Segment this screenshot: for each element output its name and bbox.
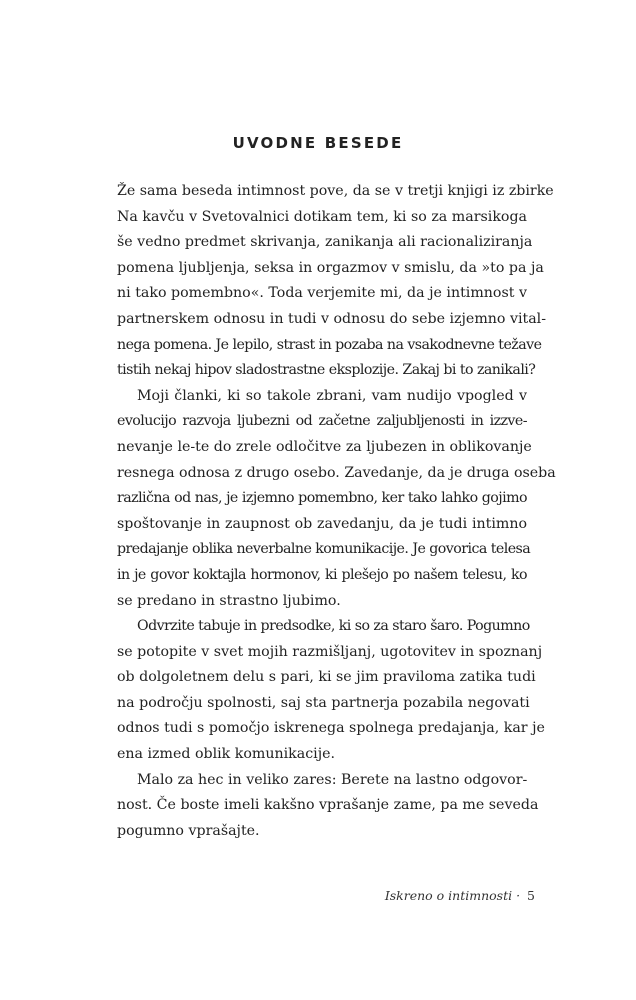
page-footer [385,888,535,903]
page-number: 5 [527,888,535,903]
text-line: še vedno predmet skrivanja, zanikanja ali racionaliziranja [117,234,533,251]
text-line: ob dolgoletnem delu s pari, ki se jim praviloma zatika tudi [117,669,536,686]
paragraph-1 [117,179,554,384]
text-line: Malo za hec in veliko zares: Berete na lastno odgovor- [137,771,528,788]
text-line: ni tako pomembno«. Toda verjemite mi, da je intimnost v [117,285,527,302]
text-line: nega pomena. Je lepilo, strast in pozaba na vsakodnevne težave [117,336,542,353]
text-line: nevanje le-te do zrele odločitve za ljubezen in oblikovanje [117,438,532,455]
text-line: pomena ljubljenja, seksa in orgazmov v smislu, da »to pa ja [117,259,544,276]
text-line: Že sama beseda intimnost pove, da se v tretji knjigi iz zbirke [117,183,554,199]
text-line: Odvrzite tabuje in predsodke, ki so za staro šaro. Pogumno [137,618,530,635]
text-line: Moji članki, ki so takole zbrani, vam nudijo vpogled v [137,387,527,404]
text-line: in je govor koktajla hormonov, ki plešejo po našem telesu, ko [117,566,527,583]
paragraph-3 [117,614,545,768]
text-line: partnerskem odnosu in tudi v odnosu do sebe izjemno vital- [117,310,547,327]
text-line: nost. Če boste imeli kakšno vprašanje zame, pa me seveda [117,797,539,814]
text-line: predajanje oblika neverbalne komunikacije. Je govorica telesa [117,541,531,558]
chapter-heading: UVODNE BESEDE [232,134,404,152]
paragraph-2 [117,384,556,614]
text-line: resnega odnosa z drugo osebo. Zavedanje, da je druga oseba [117,464,556,481]
text-line: se potopite v svet mojih razmišljanj, ugotovitev in spoznanj [117,643,543,660]
paragraph-4 [117,768,539,845]
running-title: Iskreno o intimnosti · [384,888,521,903]
text-line: različna od nas, je izjemno pomembno, ker tako lahko gojimo [117,490,527,507]
text-line: odnos tudi s pomočjo iskrenega spolnega predajanja, kar je [117,720,545,737]
text-line: ena izmed oblik komunikacije. [117,746,336,763]
text-line: spoštovanje in zaupnost ob zavedanju, da je tudi intimno [117,515,527,532]
text-line: pogumno vprašajte. [117,822,260,839]
text-line: evolucijo razvoja ljubezni od začetne zaljubljenosti in izzve- [117,413,527,430]
body-text [117,179,556,844]
text-line: na področju spolnosti, saj sta partnerja pozabila negovati [117,694,530,711]
text-line: tistih nekaj hipov sladostrastne eksplozije. Zakaj bi to zanikali? [117,362,536,379]
text-line: Na kavču v Svetovalnici dotikam tem, ki so za marsikoga [117,208,527,225]
text-line: se predano in strastno ljubimo. [117,592,341,609]
